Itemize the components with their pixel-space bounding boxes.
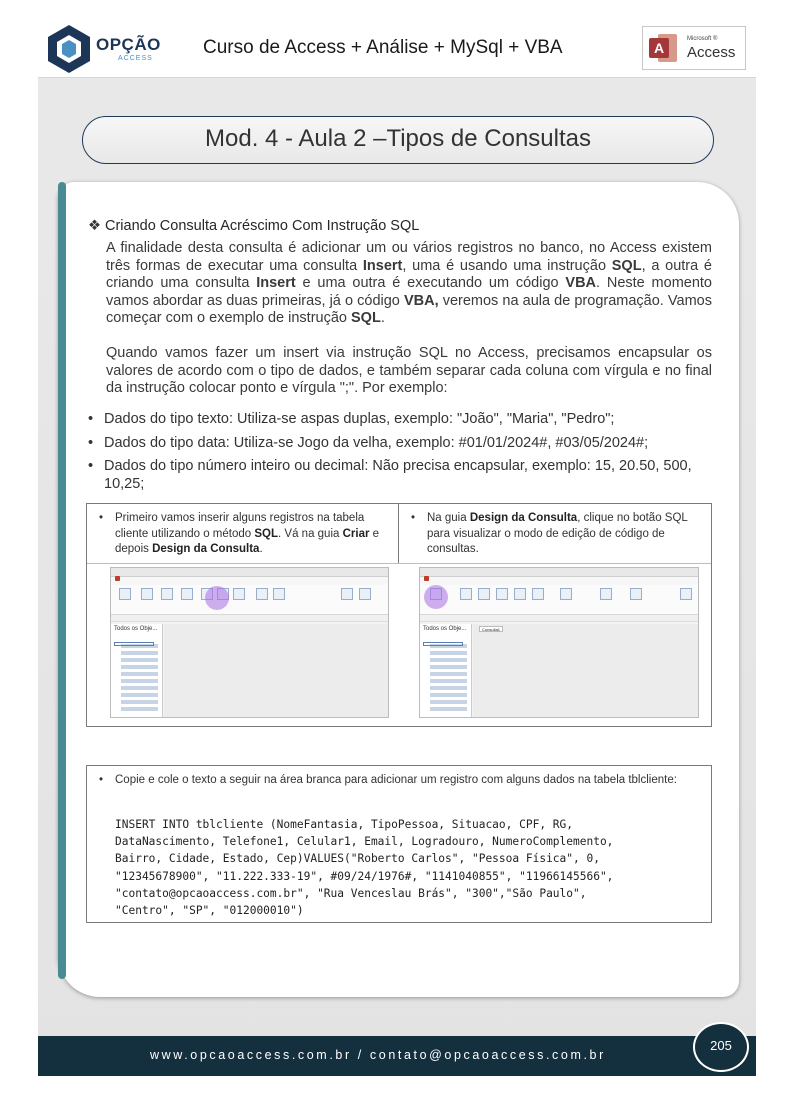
insert-paragraph: Quando vamos fazer um insert via instrução SQL no Access, precisamos encapsular os valores de acordo com o tipo de dados, e também separar cada coluna com vírgula e no final da instrução colocar ponto e vírgula ";". Por exemplo: <box>106 345 712 396</box>
module-title: Mod. 4 - Aula 2 –Tipos de Consultas <box>82 116 714 164</box>
course-title: Curso de Access + Análise + MySql + VBA <box>203 37 563 58</box>
bullet-date-type: • Dados do tipo data: Utiliza-se Jogo da velha, exemplo: #01/01/2024#, #03/05/2024#; <box>88 435 718 453</box>
ribbon-tool-icon <box>460 588 472 600</box>
bullet-text-type: • Dados do tipo texto: Utiliza-se aspas duplas, exemplo: "João", "Maria", "Pedro"; <box>88 411 718 429</box>
ribbon-tool-icon <box>119 588 131 600</box>
access-design-tab-screenshot <box>419 567 699 718</box>
ribbon-tool-icon <box>630 588 642 600</box>
sql-button-highlight <box>424 585 448 609</box>
steps-row-rule <box>87 563 711 564</box>
data-type-bullets <box>88 411 718 499</box>
ribbon-tool-icon <box>600 588 612 600</box>
section-heading <box>88 218 419 234</box>
sql-code-box <box>86 765 712 923</box>
opcao-access-logo <box>46 24 166 74</box>
workspace-area <box>473 624 698 717</box>
ribbon-tool-icon <box>273 588 285 600</box>
ribbon-tool-icon <box>181 588 193 600</box>
workspace-area <box>164 624 388 717</box>
access-window-icon <box>115 576 120 581</box>
section-heading-text: Criando Consulta Acréscimo Com Instrução SQL <box>105 218 420 234</box>
step-two-text: • Na guia Design da Consulta, clique no botão SQL para visualizar o modo de edição de código de consultas. <box>409 511 703 558</box>
nav-pane-title: Todos os Obje... <box>114 626 158 632</box>
access-logo-word: Access <box>687 44 736 61</box>
navigation-pane <box>111 624 163 718</box>
card-accent-bar <box>58 182 66 979</box>
sql-insert-code: INSERT INTO tblcliente (NomeFantasia, TipoPessoa, Situacao, CPF, RG, DataNascimento, Telefone1, Celular1, Email, Logradouro, NumeroComplemento, Bairro, Cidade, Estado, Cep)VALUES("Roberto Carlos", "Pessoa Física", 0, "12345678900", "11.222.333-19", #09/24/1976#, "1141040855", "11966145566", "contato@opcaoaccess.com.br", "Rua Venceslau Brás", "300","São Paulo", "Centro", "SP", "012000010") <box>115 818 614 918</box>
ribbon-tool-icon <box>532 588 544 600</box>
ribbon-toolbar <box>111 585 388 615</box>
page-number: 205 <box>693 1022 749 1072</box>
ribbon-tool-icon <box>341 588 353 600</box>
access-letter: A <box>653 40 665 56</box>
footer-contact-text: www.opcaoaccess.com.br / contato@opcaoaccess.com.br <box>150 1048 606 1062</box>
footer-bar <box>38 1036 756 1076</box>
code-intro-text: • Copie e cole o texto a seguir na área branca para adicionar um registro com alguns dados na tabela tblcliente: <box>97 773 701 789</box>
access-window-icon <box>424 576 429 581</box>
steps-column-divider <box>398 504 399 563</box>
design-query-highlight <box>205 586 229 610</box>
hexagon-logo-icon <box>46 24 92 74</box>
access-logo-microsoft: Microsoft ® <box>687 36 718 42</box>
query-tab: Consulta1 <box>479 626 503 632</box>
ribbon-tool-icon <box>478 588 490 600</box>
ribbon-tool-icon <box>514 588 526 600</box>
header-bar <box>38 18 756 78</box>
bullet-number-type: • Dados do tipo número inteiro ou decimal: Não precisa encapsular, exemplo: 15, 20.50, 500, 10,25; <box>88 458 718 493</box>
step-one-text: • Primeiro vamos inserir alguns registros na tabela cliente utilizando o método SQL. Vá na guia Criar e depois Design da Consulta. <box>97 511 387 558</box>
ribbon-tool-icon <box>359 588 371 600</box>
logo-subtitle: ACCESS <box>118 55 153 62</box>
nav-pane-title: Todos os Obje... <box>423 626 467 632</box>
ribbon-tool-icon <box>256 588 268 600</box>
ribbon-tool-icon <box>141 588 153 600</box>
access-app-icon <box>648 32 678 64</box>
ribbon-tool-icon <box>233 588 245 600</box>
ribbon-tool-icon <box>496 588 508 600</box>
diamond-bullet-icon: ❖ <box>88 218 101 234</box>
microsoft-access-logo <box>642 26 746 70</box>
logo-wordmark: OPÇÃO <box>96 35 161 54</box>
ribbon-toolbar <box>420 585 698 615</box>
ribbon-tool-icon <box>161 588 173 600</box>
ribbon-tool-icon <box>560 588 572 600</box>
navigation-pane <box>420 624 472 718</box>
access-create-tab-screenshot <box>110 567 389 718</box>
intro-paragraph: A finalidade desta consulta é adicionar um ou vários registros no banco, no Access existem três formas de executar uma consulta Insert, uma é usando uma instrução SQL, a outra é criando uma consulta Insert e uma outra é executando um código VBA. Neste momento vamos abordar as duas primeiras, já o código VBA, veremos na aula de programação. Vamos começar com o exemplo de instrução SQL. <box>106 240 712 326</box>
ribbon-tool-icon <box>680 588 692 600</box>
